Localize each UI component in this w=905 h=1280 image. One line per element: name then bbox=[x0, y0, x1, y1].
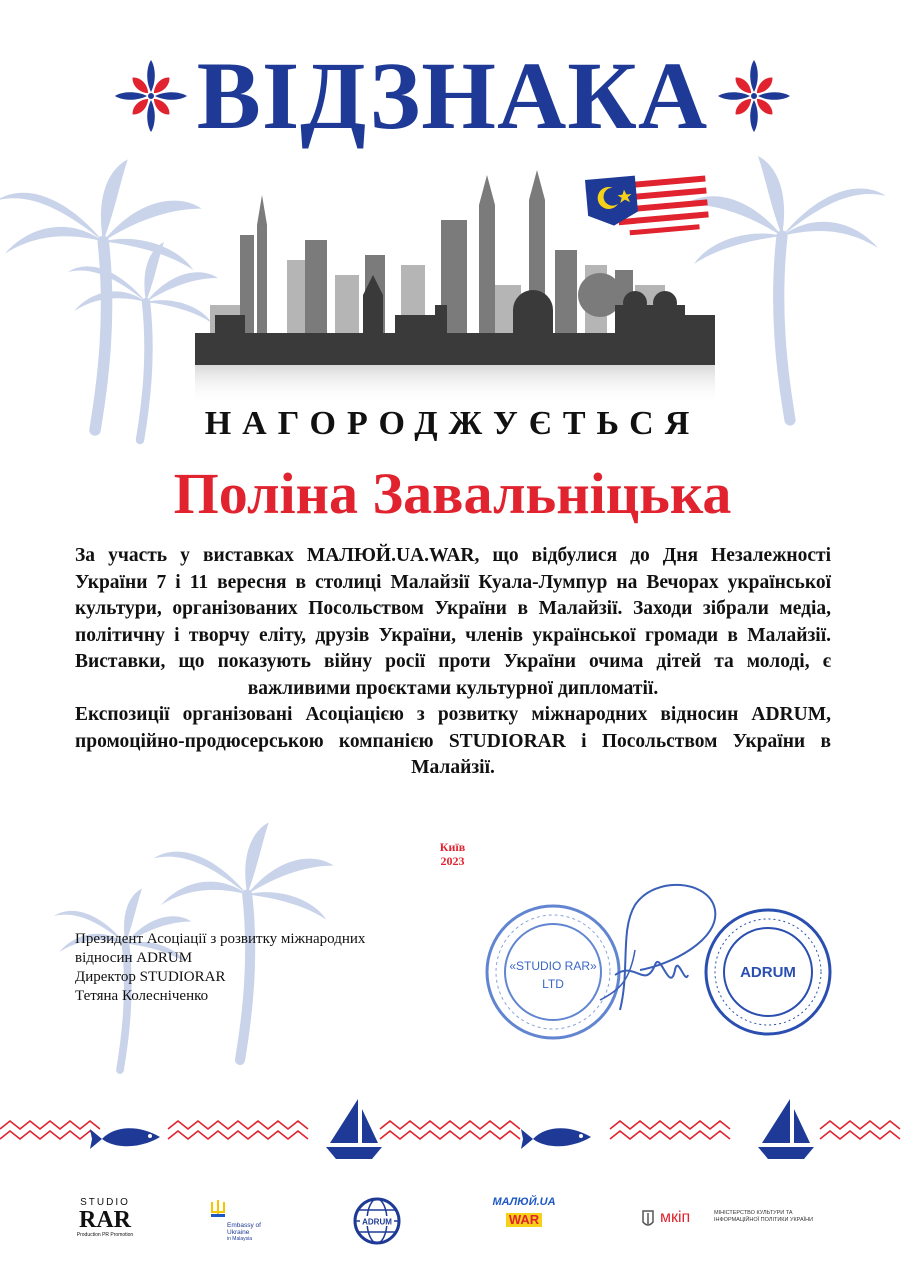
description-paragraph-1: За участь у виставках МАЛЮЙ.UA.WAR, що відбулися до Дня Незалежності України 7 і 11 вересня в столиці Малайзії Куала-Лумпур на Вечорах української культури, організованих Посольством України в Малайзії. Заходи зібрали медіа, політичну і творчу еліту, друзів України, членів української громади в Малайзії. Виставки, що показують війну росії проти України очима дітей та молоді, є важливими проєктами культурної дипломатії. bbox=[75, 545, 831, 699]
decorative-band bbox=[0, 1095, 905, 1165]
ministry-logo bbox=[642, 1208, 842, 1236]
kuala-lumpur-skyline bbox=[195, 165, 715, 405]
signer-line-4: Тетяна Колесніченко bbox=[75, 988, 209, 1004]
maluy-logo-main: МАЛЮЙ.UA bbox=[492, 1196, 556, 1208]
ministry-logo-name: МІНІСТЕРСТВО КУЛЬТУРИ ТА ІНФОРМАЦІЙНОЇ ПОЛІТИКИ УКРАЇНИ bbox=[714, 1210, 814, 1223]
place-label: Київ bbox=[439, 840, 466, 854]
embassy-logo bbox=[205, 1200, 285, 1242]
place-and-year bbox=[0, 840, 905, 868]
trident-icon bbox=[211, 1200, 225, 1218]
coat-of-arms-icon bbox=[642, 1210, 654, 1228]
embassy-logo-text: Embassy of Ukraine bbox=[227, 1222, 261, 1236]
studio-rar-logo-sub: Production PR Promotion bbox=[76, 1232, 134, 1238]
signer-line-1: Президент Асоціації з розвитку міжнародних bbox=[75, 931, 366, 947]
studio-stamp-name: «STUDIO RAR» bbox=[509, 959, 597, 973]
adrum-logo-text: ADRUM bbox=[362, 1217, 392, 1227]
signatories bbox=[75, 930, 365, 1006]
award-description bbox=[75, 543, 831, 782]
awarded-to-label: НАГОРОДЖУЄТЬСЯ bbox=[204, 405, 701, 442]
studio-rar-logo bbox=[72, 1197, 138, 1238]
description-paragraph-2: Експозиції організовані Асоціацією з розвитку міжнародних відносин ADRUM, промоційно-продюсерською компанією STUDIORAR і Посольством України в Малайзії. bbox=[75, 704, 831, 778]
certificate-title: ВІДЗНАКА bbox=[196, 42, 709, 149]
embassy-logo-sub: in Malaysia bbox=[227, 1236, 253, 1242]
adrum-stamp bbox=[702, 906, 834, 1038]
signer-line-2: відносин ADRUM bbox=[75, 950, 193, 966]
maluy-ua-war-logo bbox=[492, 1196, 556, 1228]
studio-rar-logo-main: RAR bbox=[79, 1207, 131, 1233]
studio-rar-logo-top: STUDIO bbox=[80, 1197, 130, 1208]
signer-line-3: Директор STUDIORAR bbox=[75, 969, 226, 985]
studio-stamp-sub: LTD bbox=[542, 977, 564, 991]
adrum-stamp-name: ADRUM bbox=[740, 964, 796, 981]
adrum-globe-logo bbox=[352, 1196, 402, 1246]
awardee-name: Поліна Завальніцька bbox=[173, 461, 732, 526]
maluy-logo-war: WAR bbox=[506, 1213, 542, 1227]
year-label: 2023 bbox=[440, 854, 465, 868]
ministry-logo-abbr: мкіп bbox=[660, 1209, 691, 1226]
